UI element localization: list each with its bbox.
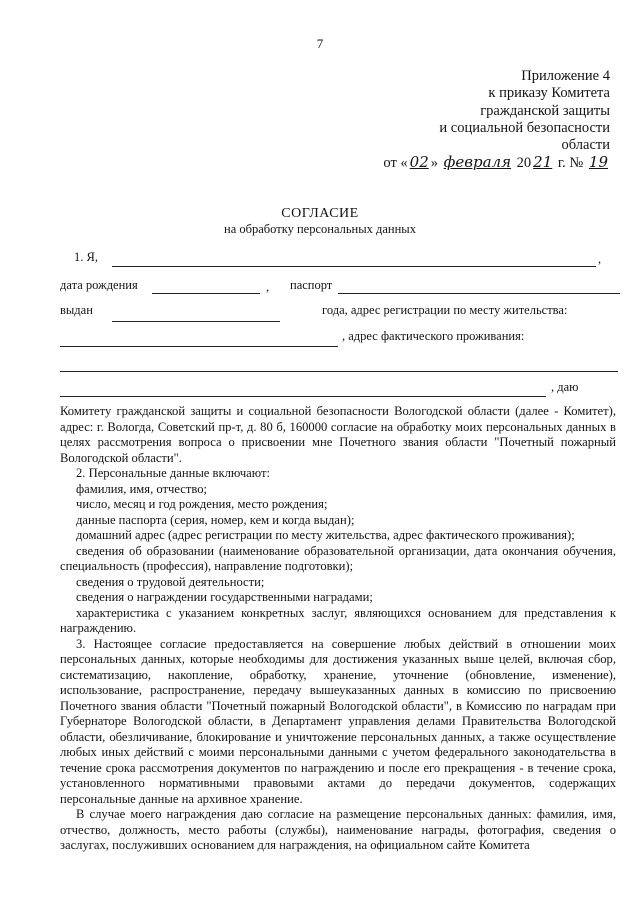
appendix-line-2: к приказу Комитета <box>488 85 610 102</box>
item1-label: 1. Я, <box>74 250 98 264</box>
issued-by-line[interactable] <box>112 321 280 322</box>
passport-line[interactable] <box>338 293 620 294</box>
data-list-item: сведения о трудовой деятельности; <box>76 574 265 589</box>
page-number: 7 <box>316 36 324 51</box>
date-prefix: от « <box>383 155 408 172</box>
order-year-handwritten: 21 <box>533 153 553 172</box>
issued-label: выдан <box>60 303 93 317</box>
birth-date-comma: , <box>266 280 270 294</box>
appendix-line-5: области <box>561 137 610 154</box>
data-list-item: сведения об образовании (наименование образовательной организации, дата окончания обучения, специальность (профессия), направление подготовки); <box>60 543 616 573</box>
data-list-item: данные паспорта (серия, номер, кем и когда выдан); <box>76 512 355 527</box>
order-month-handwritten: февраля <box>443 153 512 172</box>
data-list-item: домашний адрес (адрес регистрации по месту жительства, адрес фактического проживания); <box>76 528 575 542</box>
consent-paragraph-2: 2. Персональные данные включают: <box>76 466 270 480</box>
year-label: г. № <box>557 155 584 172</box>
order-day-handwritten: 02 <box>409 153 429 172</box>
extra-address-line[interactable] <box>60 396 546 397</box>
full-name-line[interactable] <box>112 266 596 267</box>
appendix-line-4: и социальной безопасности <box>439 119 610 136</box>
appendix-block <box>383 68 610 173</box>
registration-address-line[interactable] <box>60 346 338 347</box>
give-label: , даю <box>551 380 579 394</box>
date-day-close: » <box>430 155 439 172</box>
order-number-handwritten: 19 <box>588 153 608 172</box>
data-list-item: фамилия, имя, отчество; <box>76 481 207 496</box>
actual-address-line[interactable] <box>60 371 618 372</box>
document-title: СОГЛАСИЕ <box>281 206 359 221</box>
data-list-item: число, месяц и год рождения, место рождения; <box>76 497 328 511</box>
actual-address-label: , адрес фактического проживания: <box>342 329 525 343</box>
birth-date-label: дата рождения <box>60 278 138 292</box>
passport-label: паспорт <box>290 278 333 292</box>
consent-paragraph-1: Комитету гражданской защиты и социальной безопасности Вологодской области (далее - Комитет), адрес: г. Вологда, Советский пр-т, д. 80 б, 160000 согласие на обработку моих персональных данных в целях рассмотрения вопроса о присвоении мне Почетного звания области "Почетный пожарный Вологодской области". <box>60 404 616 465</box>
data-list-item: сведения о награждении государственными наградами; <box>76 590 373 604</box>
data-list-item: характеристика с указанием конкретных заслуг, являющихся основанием для представления к награждению. <box>60 605 616 635</box>
year-prefix: 20 <box>516 155 532 172</box>
document-subtitle: на обработку персональных данных <box>224 222 416 236</box>
consent-paragraph-4: В случае моего награждения даю согласие на размещение персональных данных: фамилия, имя, отчество, должность, место работы (службы), наименование награды, фотография, сведения о заслугах, послуживших основанием для награждения, на официальном сайте Комитета <box>60 807 616 852</box>
consent-paragraph-3: 3. Настоящее согласие предоставляется на совершение любых действий в отношении моих персональных данных, которые необходимы для достижения указанных выше целей, включая сбор, систематизацию, накопление, обработку, хранение, уточнение (обновление, изменение), использование, распространение, передачу вышеуказанных данных в комиссию по присвоению Почетного звания области "Почетный пожарный Вологодской области", в Комиссию по наградам при Губернаторе Вологодской области, в Департамент управления делами Правительства Вологодской области, обезличивание, блокирование и уничтожение персональных данных, а также осуществление любых иных действий с моими персональными данными с учетом федерального законодательства в течение срока рассмотрения документов по награждению и после его прекращения - в течение срока, установленного нормативными правовыми актами до передачи документов, содержащих персональные данные на архивное хранение. <box>60 636 616 806</box>
appendix-line-3: гражданской защиты <box>480 102 610 119</box>
appendix-line-1: Приложение 4 <box>521 68 610 84</box>
birth-date-line[interactable] <box>152 293 260 294</box>
name-comma: , <box>598 252 602 266</box>
registration-label: года, адрес регистрации по месту жительства: <box>322 303 568 317</box>
consent-body <box>60 404 616 854</box>
order-date-line <box>383 154 610 172</box>
